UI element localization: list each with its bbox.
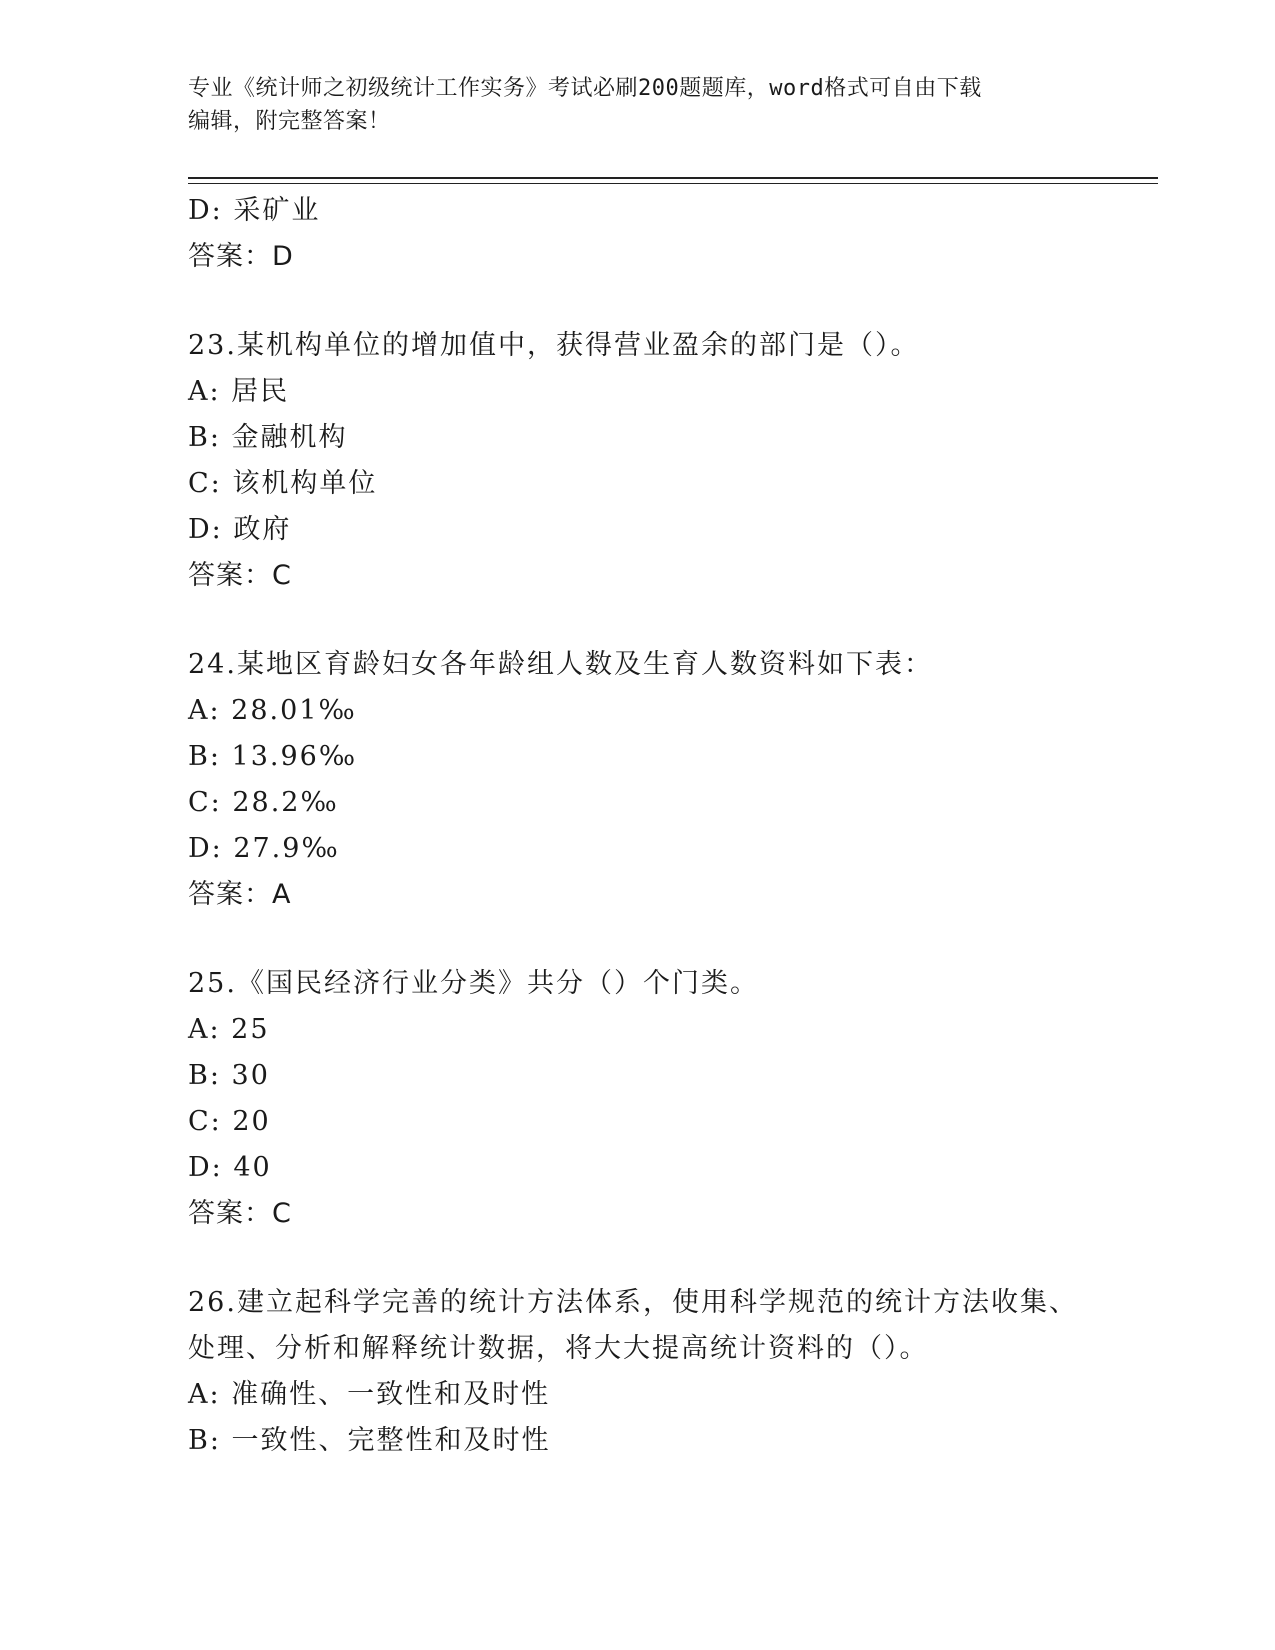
document-header [188,72,1068,138]
question-stem-line-1: 26.建立起科学完善的统计方法体系，使用科学规范的统计方法收集、 [188,1287,1078,1318]
option-c: C: 20 [188,1106,271,1137]
header-rule-thin [188,183,1158,184]
answer-line: 答案：C [188,1198,292,1229]
question-stem: 24.某地区育龄妇女各年龄组人数及生育人数资料如下表： [188,649,933,680]
spacer [188,280,1088,323]
spacer [188,599,1088,642]
option-a: A: 28.01‰ [188,695,357,726]
question-block-22 [188,188,1088,280]
option-b: B: 一致性、完整性和及时性 [188,1425,551,1456]
option-d: D: 政府 [188,514,292,545]
option-b: B: 13.96‰ [188,741,358,772]
option-a: A: 25 [188,1014,270,1045]
option-d: D: 40 [188,1152,272,1183]
question-list [188,188,1088,1464]
option-c: C: 该机构单位 [188,468,378,499]
option-a: A: 居民 [188,376,290,407]
question-block-26 [188,1280,1088,1464]
option-a: A: 准确性、一致性和及时性 [188,1379,551,1410]
answer-line: 答案：C [188,560,292,591]
option-c: C: 28.2‰ [188,787,339,818]
answer-line: 答案：A [188,879,292,910]
answer-line: 答案：D [188,241,294,272]
question-stem-line-2: 处理、分析和解释统计数据，将大大提高统计资料的（）。 [188,1333,929,1364]
question-block-25 [188,961,1088,1237]
question-stem: 23.某机构单位的增加值中，获得营业盈余的部门是（）。 [188,330,920,361]
question-block-23 [188,323,1088,599]
header-line-1: 专业《统计师之初级统计工作实务》考试必刷200题题库，word格式可自由下载 [188,76,982,101]
option-d: D: 采矿业 [188,195,321,226]
question-block-24 [188,642,1088,918]
spacer [188,918,1088,961]
header-rule-thick [188,177,1158,179]
header-line-2: 编辑，附完整答案！ [188,109,391,134]
option-d: D: 27.9‰ [188,833,340,864]
question-stem: 25.《国民经济行业分类》共分（）个门类。 [188,968,759,999]
option-b: B: 金融机构 [188,422,348,453]
option-b: B: 30 [188,1060,270,1091]
spacer [188,1237,1088,1280]
